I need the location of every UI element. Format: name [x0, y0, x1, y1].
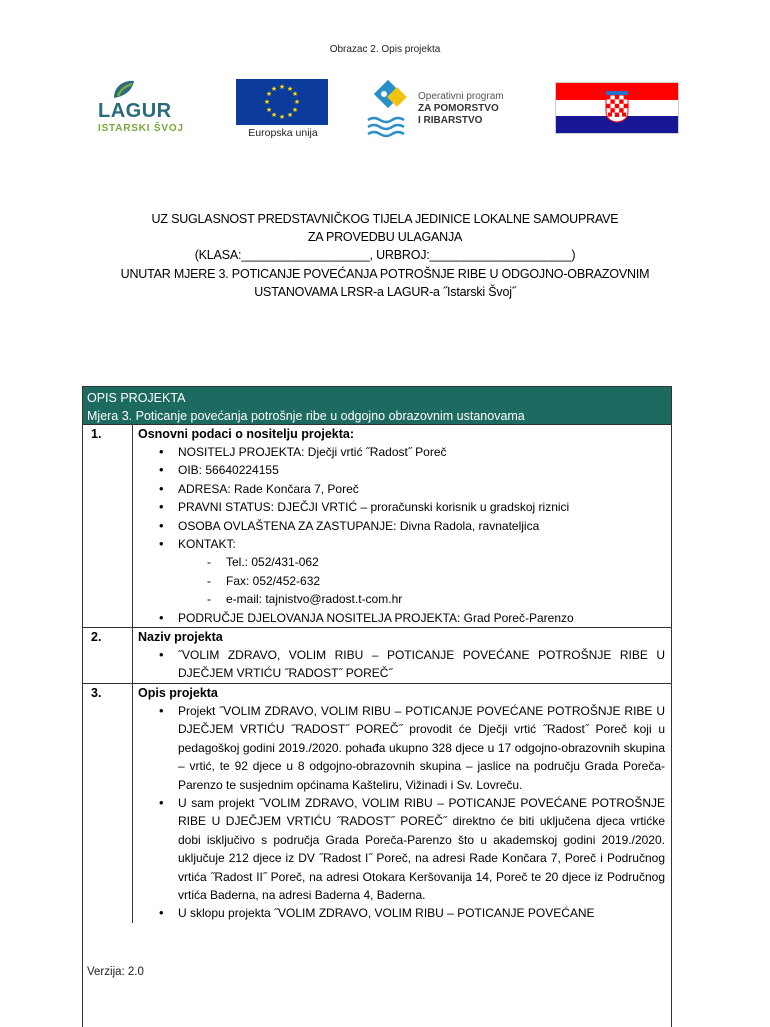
section-number: 1.	[83, 425, 133, 627]
bullet-item: • KONTAKT:	[138, 535, 665, 553]
bullet-item: • NOSITELJ PROJEKTA: Dječji vrtić ˝Radost˝ Poreč	[138, 443, 665, 461]
title-line-3: (KLASA:___________________, URBROJ:_____________________)	[194, 248, 576, 263]
section-content	[133, 628, 671, 683]
bullet-item: • U sam projekt ˝VOLIM ZDRAVO, VOLIM RIBU – POTICANJE POVEĆANE POTROŠNJE RIBE U DJEČJEM VRTIĆU ˝RADOST˝ POREČ˝ direktno će biti uključena djeca vrtićke dobi isključivo s područja Grada Poreča-Parenzo što u akademskoj godini 2019./2020. uključuje 212 djece iz DV ˝Radost I˝ Poreč, na adresi Rade Končara 7, Poreč i Područnog vrtića ˝Radost II˝ Poreč, na adresi Otokara Keršovanija 14, Poreč te 20 djece iz Područnog vrtića Baderna, na adresi Baderna 4, Baderna.	[138, 794, 665, 904]
section-title: Naziv projekta	[138, 630, 223, 645]
croatia-flag-icon	[555, 82, 679, 134]
svg-text:★: ★	[278, 83, 286, 91]
bullet-item: • OIB: 56640224155	[138, 461, 665, 479]
table-header-title: OPIS PROJEKTA	[87, 391, 186, 405]
program-line1: Operativni program	[418, 91, 504, 102]
section-content	[133, 684, 671, 923]
title-line-5: USTANOVAMA LRSR-a LAGUR-a ˝Istarski Švoj˝	[254, 284, 516, 299]
title-line-4: UNUTAR MJERE 3. POTICANJE POVEĆANJA POTROŠNJE RIBE U ODGOJNO-OBRAZOVNIM	[120, 266, 650, 281]
contact-phone: - Tel.: 052/431-062	[138, 553, 665, 571]
section-number: 3.	[83, 684, 133, 923]
lagur-subtitle: ISTARSKI ŠVOJ	[98, 123, 184, 134]
bullet-item: • ADRESA: Rade Končara 7, Poreč	[138, 480, 665, 498]
bullet-item: • PODRUČJE DJELOVANJA NOSITELJA PROJEKTA: Grad Poreč-Parenzo	[138, 609, 665, 627]
lagur-leaf-icon	[110, 78, 138, 102]
section-title: Osnovni podaci o nositelju projekta:	[138, 427, 354, 441]
table-header-measure: Mjera 3. Poticanje povećanja potrošnje ribe u odgojno obrazovnim ustanovama	[87, 409, 525, 423]
lagur-logo	[98, 78, 198, 136]
section-row-2	[83, 627, 671, 683]
svg-text:★: ★	[270, 85, 278, 93]
title-line-2: ZA PROVEDBU ULAGANJA	[307, 230, 463, 245]
svg-text:★: ★	[278, 113, 286, 121]
eu-caption: Europska unija	[248, 127, 318, 139]
bullet-item: • ˝VOLIM ZDRAVO, VOLIM RIBU – POTICANJE POVEĆANE POTROŠNJE RIBE U DJEČJEM VRTIĆU ˝RADOST˝ POREČ˝	[138, 646, 665, 683]
svg-text:★: ★	[293, 98, 301, 106]
version-footer: Verzija: 2.0	[87, 966, 144, 978]
eu-flag-icon	[236, 79, 328, 125]
lagur-name: LAGUR	[98, 100, 172, 122]
section-row-1	[83, 424, 671, 627]
section-title: Opis projekta	[138, 685, 218, 700]
bullet-item: • Projekt ˝VOLIM ZDRAVO, VOLIM RIBU – POTICANJE POVEĆANE POTROŠNJE RIBE U DJEČJEM VRTIĆU ˝RADOST˝ POREČ˝ provodit će Dječji vrtić ˝Radost˝ Poreč koji u pedagoškoj godini 2019./2020. pohađa ukupno 328 djece u 17 odgojno-obrazovnih skupina – vrtić, te 92 djece u 8 odgojno-obrazovnih skupina – jaslice na području Grada Poreča-Parenzo te susjednim općinama Kašteliru, Vižinadi i Sv. Lovreču.	[138, 702, 665, 794]
contact-email: - e-mail: tajnistvo@radost.t-com.hr	[138, 590, 665, 608]
document-title	[80, 210, 690, 301]
svg-text:★: ★	[265, 90, 273, 98]
title-line-1: UZ SUGLASNOST PREDSTAVNIČKOG TIJELA JEDINICE LOKALNE SAMOUPRAVE	[151, 212, 619, 226]
section-content	[133, 425, 671, 627]
page-header: Obrazac 2. Opis projekta	[329, 44, 441, 55]
bullet-item: • OSOBA OVLAŠTENA ZA ZASTUPANJE: Divna Radola, ravnateljica	[138, 517, 665, 535]
contact-fax: - Fax: 052/452-632	[138, 572, 665, 590]
section-number: 2.	[83, 628, 133, 683]
svg-text:★: ★	[286, 111, 294, 119]
svg-text:★: ★	[291, 90, 299, 98]
svg-text:★: ★	[265, 106, 273, 114]
section-row-3	[83, 683, 671, 923]
program-line3: I RIBARSTVO	[418, 115, 483, 126]
svg-text:★: ★	[270, 111, 278, 119]
bullet-item: • PRAVNI STATUS: DJEČJI VRTIĆ – proračunski korisnik u gradskoj riznici	[138, 498, 665, 516]
program-diamond-icon	[366, 80, 414, 138]
operational-programme-logo	[364, 78, 514, 142]
coat-of-arms-icon	[605, 91, 629, 123]
program-line2: ZA POMORSTVO	[418, 103, 499, 114]
project-description-table	[82, 386, 672, 1027]
table-header	[83, 387, 671, 424]
eu-logo	[233, 79, 329, 141]
svg-text:★: ★	[286, 85, 294, 93]
svg-text:★: ★	[263, 98, 271, 106]
svg-text:★: ★	[291, 106, 299, 114]
bullet-item: • U sklopu projekta ˝VOLIM ZDRAVO, VOLIM RIBU – POTICANJE POVEĆANE	[138, 904, 665, 922]
